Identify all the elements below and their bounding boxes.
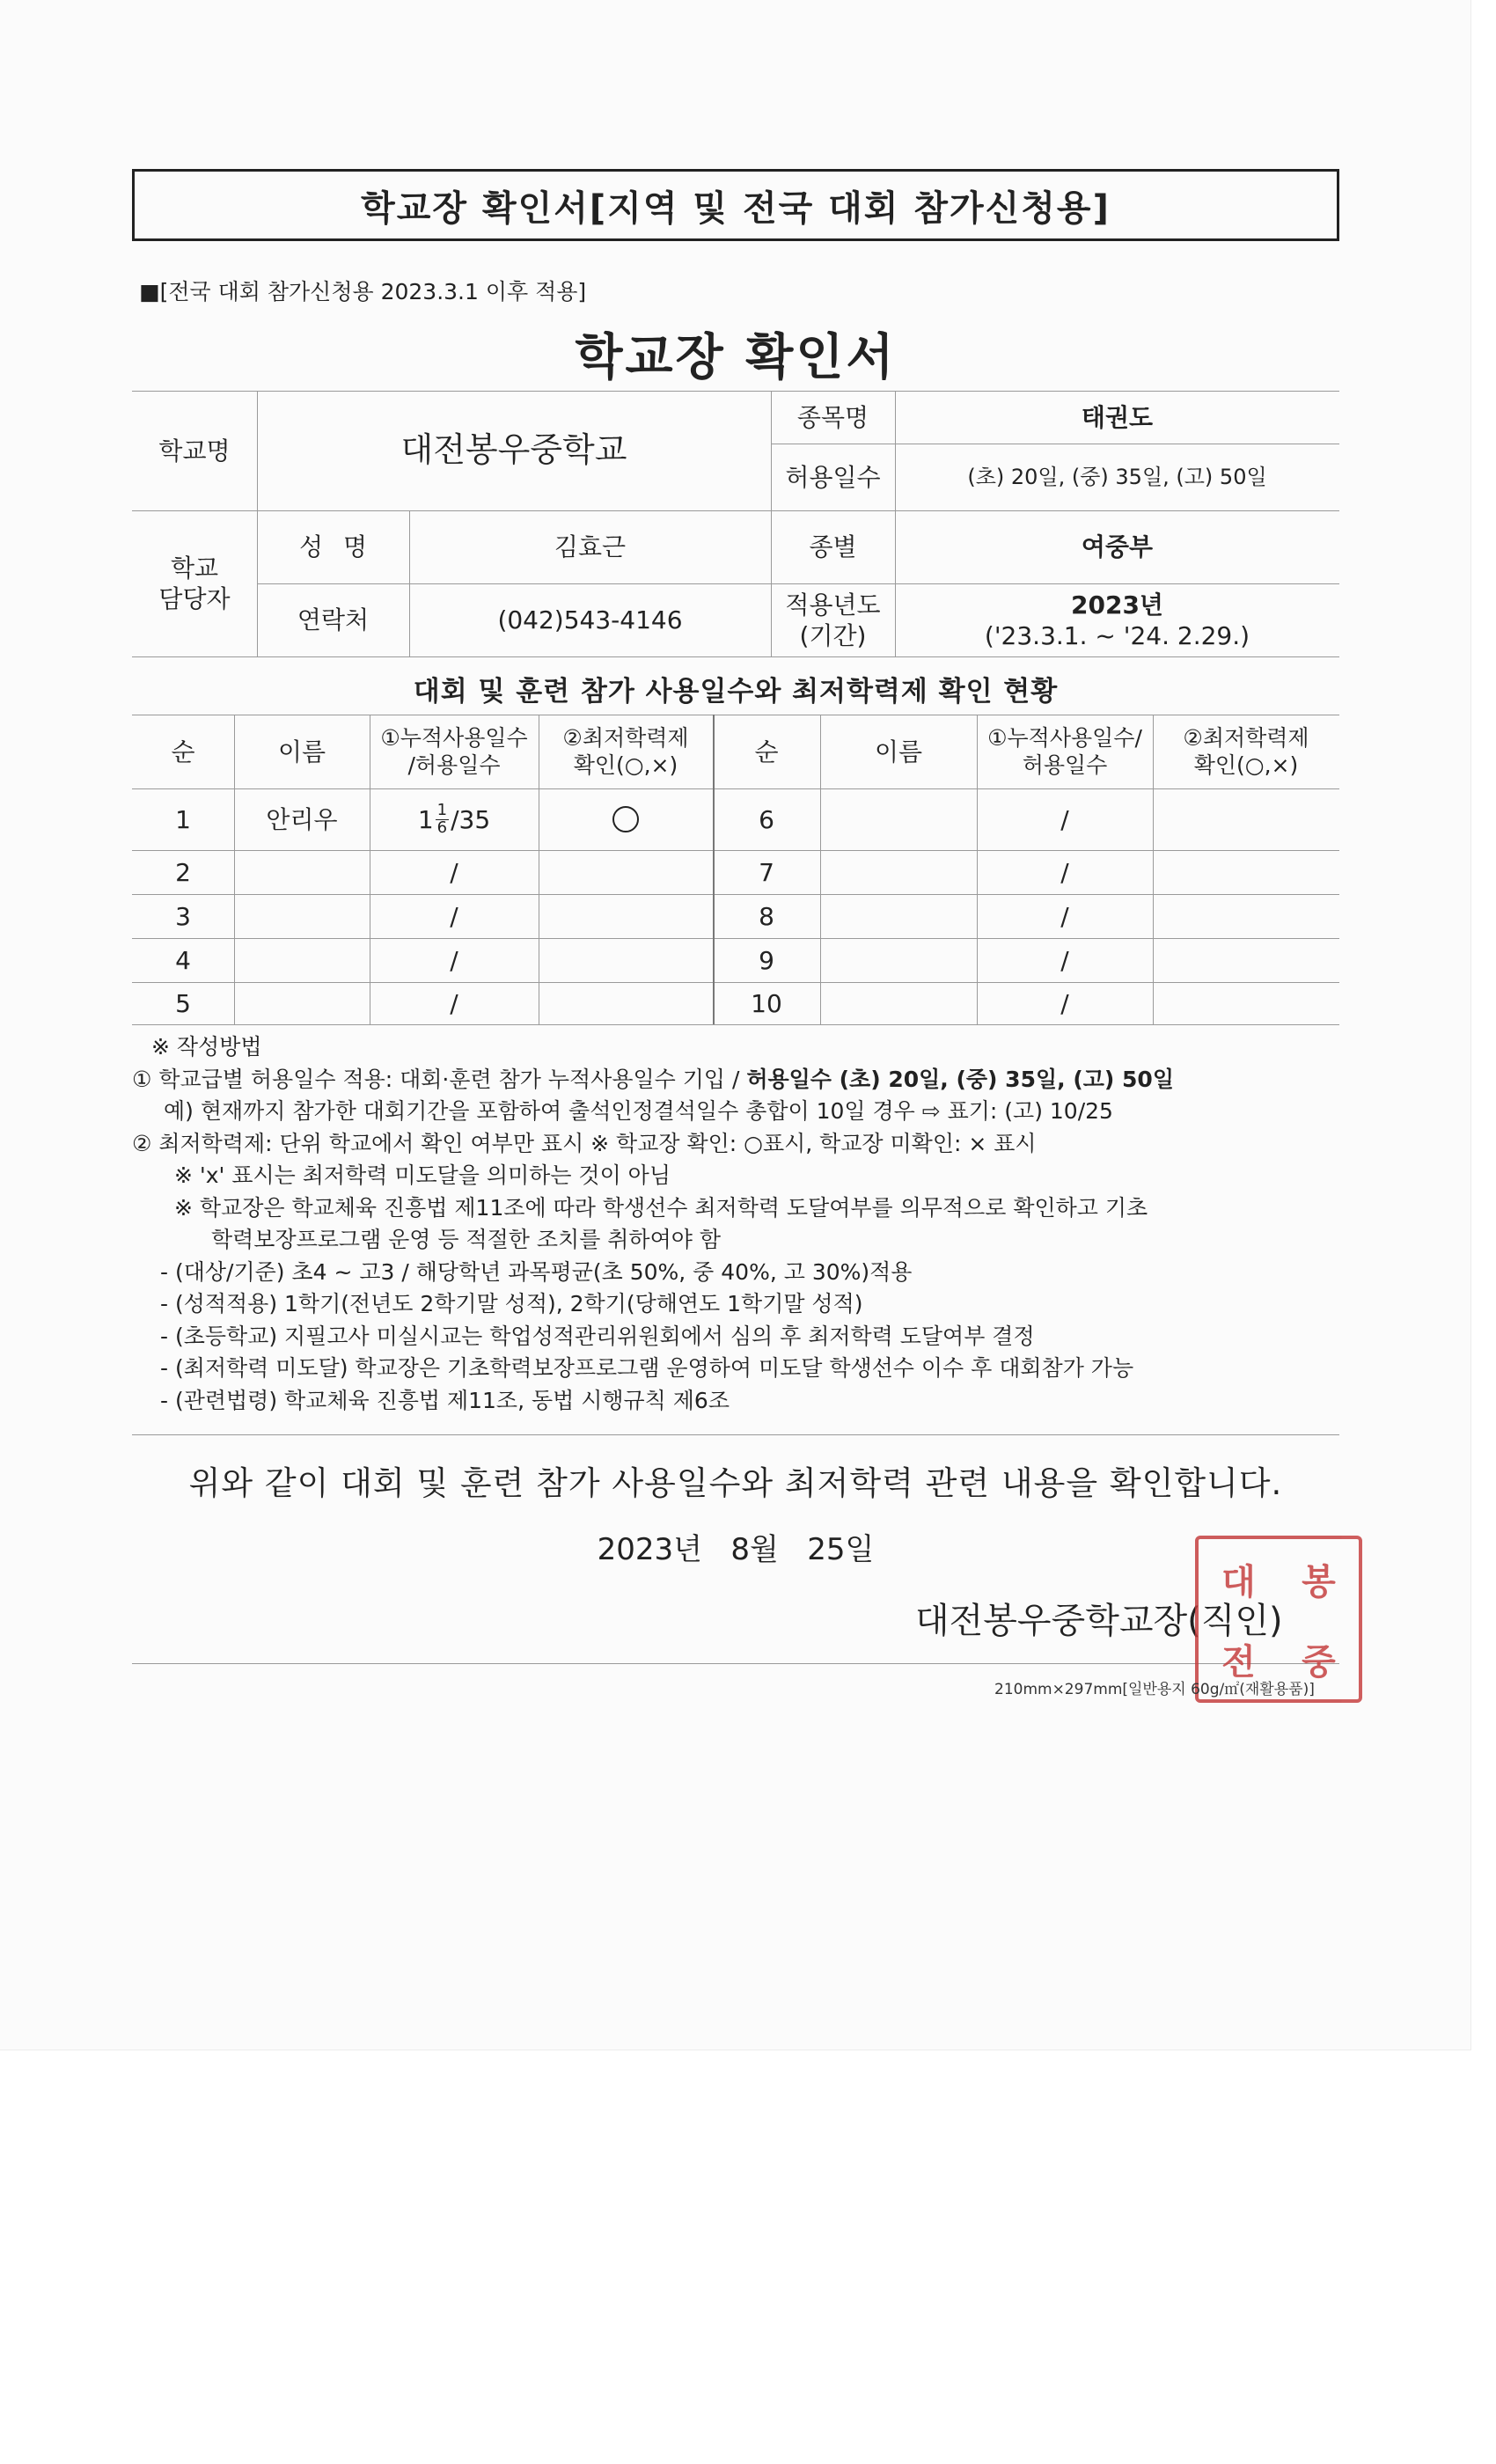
event-value: 태권도 [1081,402,1154,432]
paper-spec: 210mm×297mm[일반용지 60g/㎡(재활용품)] [994,1681,1315,1698]
issue-date: 2023년 8월 25일 [597,1532,875,1567]
year-cell [895,583,1339,656]
check-mark-icon [612,806,639,832]
form-title: 학교장 확인서[지역 및 전국 대회 참가신청용] [132,169,1339,241]
row-days: / [450,988,458,1018]
row-no: 10 [751,988,782,1018]
col-header-name: 이름 [277,737,326,766]
note-2: ② 최저학력제: 단위 학교에서 확인 여부만 표시 ※ 학교장 확인: ○표시, 학교장 미확인: × 표시 [132,1130,1037,1156]
detail-4: - (최저학력 미도달) 학교장은 기초학력보장프로그램 운영하여 미도달 학생선수 이수 후 대회참가 가능 [160,1355,1134,1381]
row-check [539,788,713,850]
row-no: 2 [175,857,191,887]
col-header-name-2: 이름 [874,737,923,766]
row-no: 4 [175,945,191,975]
contact-label: 연락처 [297,605,370,634]
note-1: ① 학교급별 허용일수 적용: 대회·훈련 참가 누적사용일수 기입 / 허용일수 (초) 20일, (중) 35일, (고) 50일 [132,1066,1174,1092]
note-3: ※ 'x' 표시는 최저학력 미도달을 의미하는 것이 아님 [174,1162,671,1188]
event-label: 종목명 [796,402,869,432]
status-title: 대회 및 훈련 참가 사용일수와 최저학력제 확인 현황 [413,676,1059,708]
row-no: 3 [175,901,191,931]
note-1-example: 예) 현재까지 참가한 대회기간을 포함하여 출석인정결석일수 총합이 10일 경우 ⇨ 표기: (고) 10/25 [164,1098,1113,1124]
manager-name: 김효근 [554,532,627,561]
row-no: 8 [759,901,774,931]
note-4: ※ 학교장은 학교체육 진흥법 제11조에 따라 학생선수 최저학력 도달여부를 의무적으로 확인하고 기초 [174,1194,1148,1221]
notes-heading: ※ 작성방법 [151,1034,262,1060]
name-label: 성 명 [299,532,367,561]
writing-instructions [132,1031,1346,1417]
days-fraction: $\frac{1}{6}$ [436,800,448,837]
row-days: / [1060,945,1069,975]
year-period: ('23.3.1. ~ '24. 2.29.) [984,620,1250,650]
allowed-days-value: (초) 20일, (중) 35일, (고) 50일 [967,465,1267,489]
year-label: 적용년도 (기간) [785,590,881,650]
school-name: 대전봉우중학교 [400,430,627,470]
principal-signature: 대전봉우중학교장(직인) [915,1601,1283,1641]
row-no: 1 [175,804,191,834]
row-days: / [1060,857,1069,887]
detail-1: - (대상/기준) 초4 ~ 고3 / 해당학년 과목평균(초 50%, 중 40%, 고 30%)적용 [160,1258,913,1285]
row-days: / [450,945,458,975]
col-header-check: ②최저학력제 확인(○,×) [562,724,689,778]
manager-label: 학교 담당자 [158,554,231,613]
col-header-no-2: 순 [754,737,779,766]
official-seal-stamp: 대 봉 전 중 [1195,1536,1362,1703]
detail-5: - (관련법령) 학교체육 진흥법 제11조, 동법 시행규칙 제6조 [160,1387,730,1413]
col-header-days: ①누적사용일수 /허용일수 [380,724,528,778]
col-header-check-2: ②최저학력제 확인(○,×) [1183,724,1309,778]
category-value: 여중부 [1081,532,1154,561]
row-days: / [1060,901,1069,931]
row-days: / [1060,804,1069,834]
row-days: 1 $\frac{1}{6}$ /35 [417,800,491,837]
apply-note: ■[전국 대회 참가신청용 2023.3.1 이후 적용] [139,279,587,304]
note-4-cont: 학력보장프로그램 운영 등 적절한 조치를 취하여야 함 [211,1227,721,1252]
school-label: 학교명 [158,436,231,466]
row-no: 9 [759,945,774,975]
row-no: 6 [759,804,774,834]
row-no: 7 [759,857,774,887]
row-name: 안리우 [266,804,338,834]
row-days: / [450,901,458,931]
confirm-statement: 위와 같이 대회 및 훈련 참가 사용일수와 최저학력 관련 내용을 확인합니다. [188,1464,1283,1502]
row-days: / [450,857,458,887]
row-no: 5 [175,988,191,1018]
col-header-no: 순 [171,737,195,766]
detail-3: - (초등학교) 지필고사 미실시교는 학업성적관리위원회에서 심의 후 최저학력 도달여부 결정 [160,1323,1035,1349]
document-title: 학교장 확인서 [575,329,897,386]
year-value: 2023년 [1071,590,1163,620]
allowed-days-label: 허용일수 [785,462,881,492]
category-label: 종별 [809,532,857,561]
detail-2: - (성적적용) 1학기(전년도 2학기말 성적), 2학기(당해연도 1학기말 성적) [160,1291,863,1316]
contact-value: (042)543-4146 [497,605,683,634]
col-header-days-2: ①누적사용일수/ 허용일수 [987,724,1142,778]
row-days: / [1060,988,1069,1018]
